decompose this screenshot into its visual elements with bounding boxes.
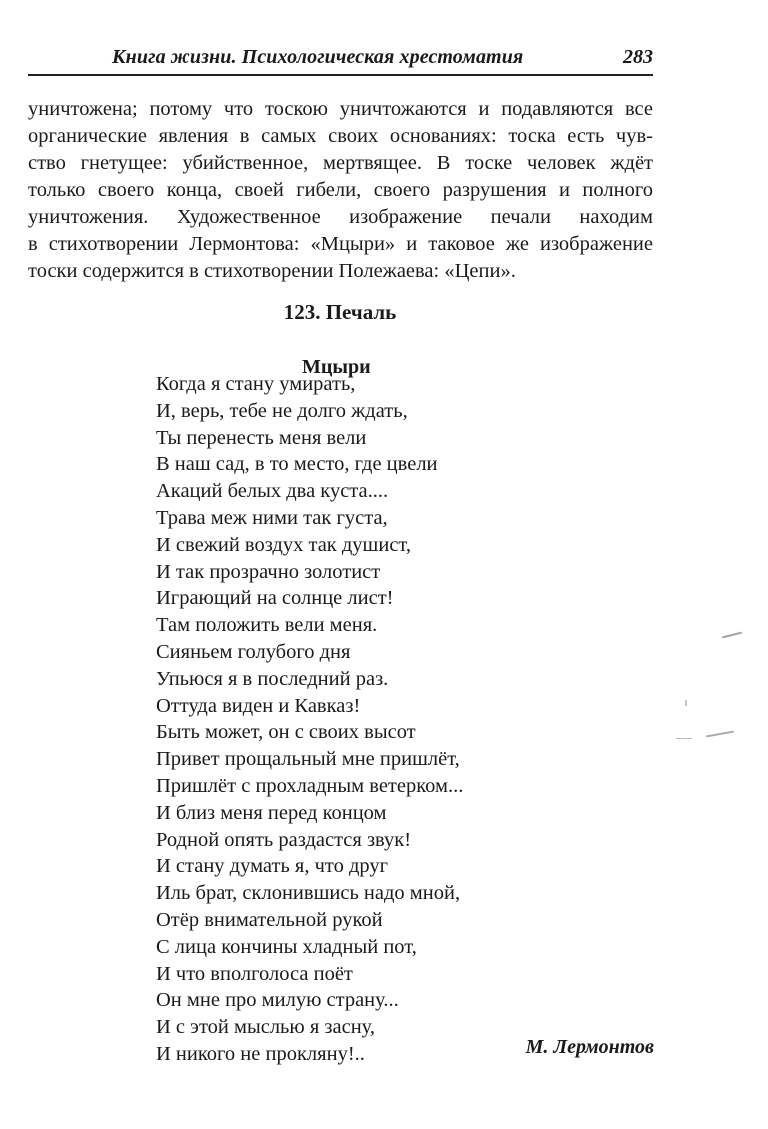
running-title: Книга жизни. Психологическая хрестоматия bbox=[112, 46, 524, 68]
intro-line: уничтожения. Художественное изображение печали находим bbox=[28, 206, 653, 228]
poem-author: М. Лермонтов bbox=[525, 1036, 654, 1058]
poem-line: Ты перенесть меня вели bbox=[156, 426, 367, 449]
poem-line: Иль брат, склонившись надо мной, bbox=[156, 882, 461, 905]
page-number: 283 bbox=[623, 46, 653, 68]
intro-line: уничтожена; потому что тоскою уничтожаются и подавляются все bbox=[28, 98, 653, 120]
intro-line: в стихотворении Лермонтова: «Мцыри» и таковое же изображение bbox=[28, 233, 653, 255]
poem-line: И так прозрачно золотист bbox=[156, 560, 381, 583]
poem-line: Отёр внимательной рукой bbox=[156, 908, 383, 931]
intro-line: органические явления в самых своих основаниях: тоска есть чув- bbox=[28, 125, 653, 147]
poem-line: И никого не прокляну!.. bbox=[156, 1042, 365, 1065]
intro-paragraph bbox=[28, 96, 653, 285]
intro-line: только своего конца, своей гибели, своего разрушения и полного bbox=[28, 179, 653, 201]
section-title: 123. Печаль bbox=[283, 300, 397, 324]
poem-line: Трава меж ними так густа, bbox=[156, 506, 388, 529]
poem-line: И с этой мыслью я засну, bbox=[156, 1016, 375, 1039]
poem-line: Пришлёт с прохладным ветерком... bbox=[156, 774, 464, 797]
poem-line: И стану думать я, что друг bbox=[156, 855, 389, 878]
poem-line: Он мне про милую страну... bbox=[156, 989, 399, 1012]
scan-speck bbox=[706, 731, 734, 738]
poem-line: Акаций белых два куста.... bbox=[156, 480, 389, 503]
poem-line: Оттуда виден и Кавказ! bbox=[156, 694, 361, 717]
poem-line: С лица кончины хладный пот, bbox=[156, 935, 417, 958]
poem-line: И что вполголоса поёт bbox=[156, 962, 353, 985]
poem-line: И, верь, тебе не долго ждать, bbox=[156, 399, 408, 422]
poem-title: Мцыри bbox=[302, 356, 371, 378]
poem-line: В наш сад, в то место, где цвели bbox=[156, 453, 438, 476]
poem-line: Родной опять раздастся звук! bbox=[156, 828, 412, 851]
scan-speck bbox=[722, 632, 742, 639]
scan-speck bbox=[676, 738, 692, 739]
poem-line: Быть может, он с своих высот bbox=[156, 721, 416, 744]
poem-line: Сияньем голубого дня bbox=[156, 640, 351, 663]
poem-line: Когда я стану умирать, bbox=[156, 373, 356, 395]
poem-line: И свежий воздух так душист, bbox=[156, 533, 411, 556]
running-head bbox=[28, 44, 653, 76]
scan-speck bbox=[685, 700, 687, 706]
poem-line: Упьюся я в последний раз. bbox=[156, 667, 389, 690]
intro-line: ство гнетущее: убийственное, мертвящее. В тоске человек ждёт bbox=[28, 152, 653, 174]
intro-line: тоски содержится в стихотворении Полежаева: «Цепи». bbox=[28, 260, 516, 282]
poem-line: Играющий на солнце лист! bbox=[156, 587, 394, 610]
poem-body bbox=[156, 371, 576, 1068]
poem-line: Там положить вели меня. bbox=[156, 614, 378, 637]
poem-line: И близ меня перед концом bbox=[156, 801, 387, 824]
poem-line: Привет прощальный мне пришлёт, bbox=[156, 748, 460, 771]
